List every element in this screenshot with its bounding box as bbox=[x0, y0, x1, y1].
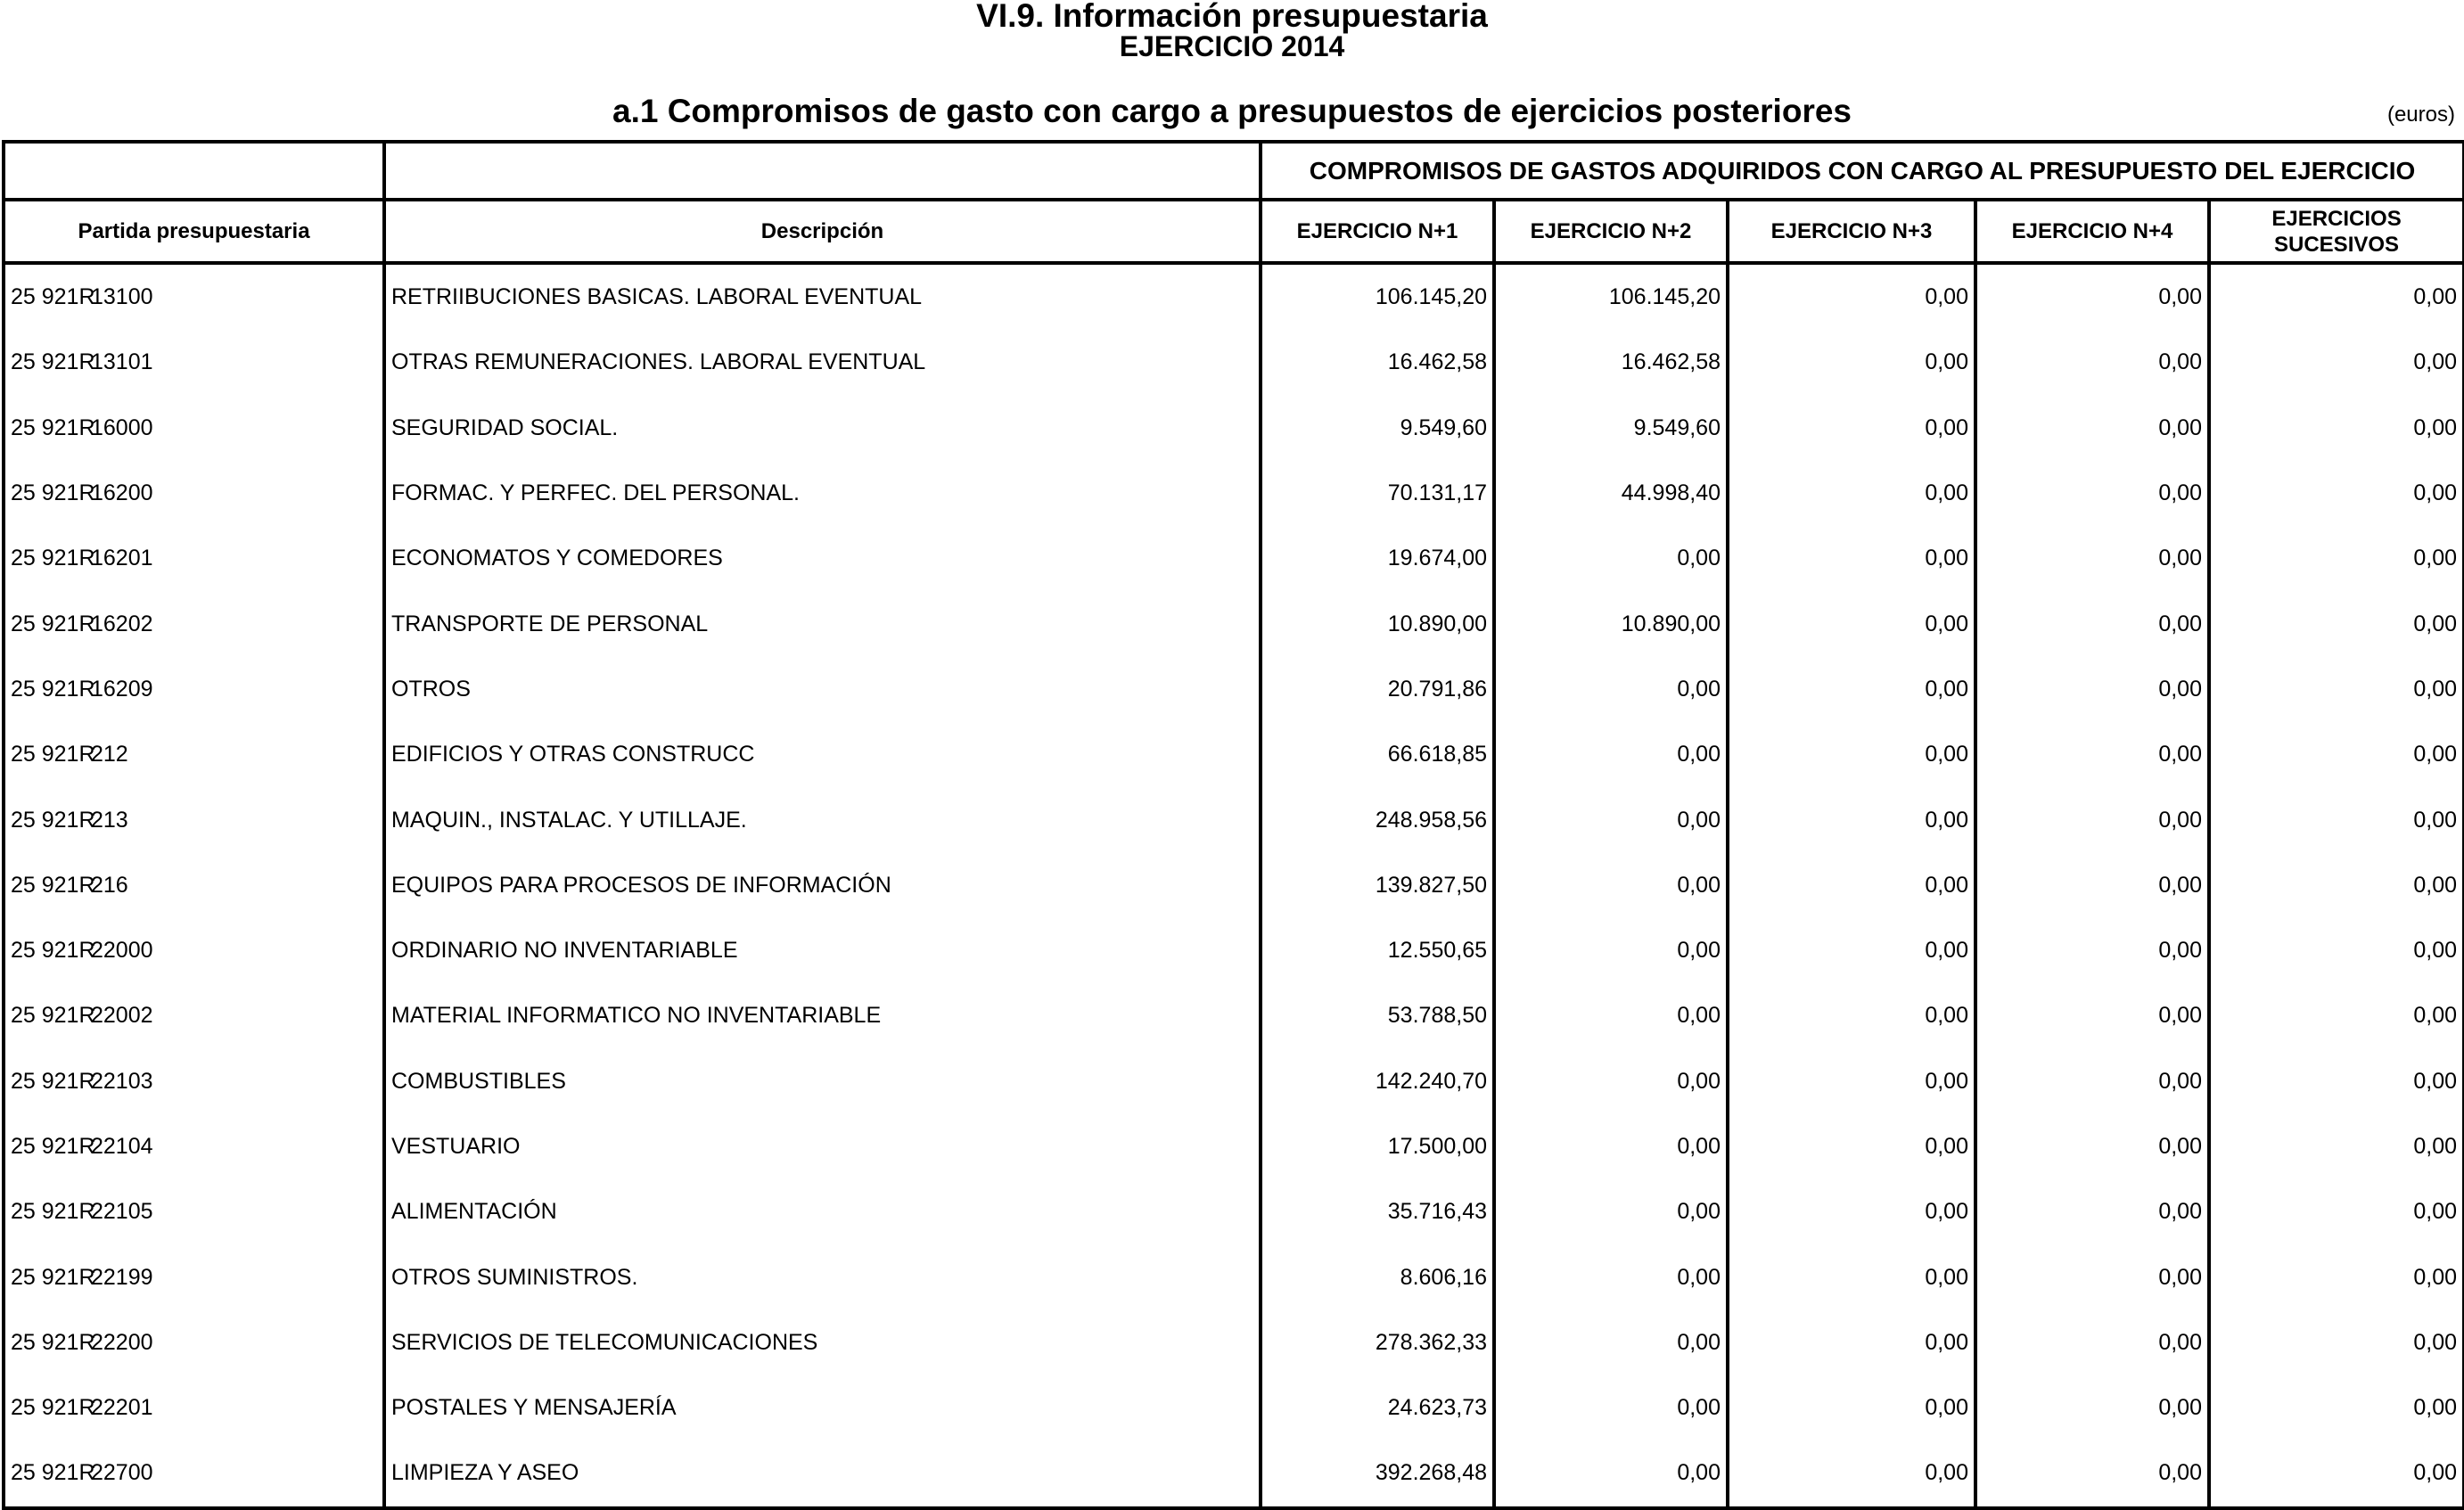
cell-n4: 0,00 bbox=[1975, 918, 2209, 983]
partida-subconcept: 22700 bbox=[91, 1460, 153, 1486]
cell-sucesivos: 0,00 bbox=[2209, 1375, 2464, 1440]
header-empty-partida bbox=[4, 142, 384, 200]
cell-descripcion: EDIFICIOS Y OTRAS CONSTRUCC bbox=[384, 722, 1261, 787]
cell-n4: 0,00 bbox=[1975, 1179, 2209, 1244]
cell-n1: 139.827,50 bbox=[1261, 853, 1494, 918]
cell-n1: 53.788,50 bbox=[1261, 983, 1494, 1048]
cell-n2: 0,00 bbox=[1494, 787, 1728, 852]
cell-descripcion: ALIMENTACIÓN bbox=[384, 1179, 1261, 1244]
cell-sucesivos: 0,00 bbox=[2209, 722, 2464, 787]
table-row bbox=[4, 1244, 2464, 1309]
cell-n2: 0,00 bbox=[1494, 1440, 1728, 1507]
column-header-partida: Partida presupuestaria bbox=[4, 200, 384, 263]
cell-n4: 0,00 bbox=[1975, 1310, 2209, 1375]
cell-descripcion: SERVICIOS DE TELECOMUNICACIONES bbox=[384, 1310, 1261, 1375]
cell-descripcion: RETRIIBUCIONES BASICAS. LABORAL EVENTUAL bbox=[384, 263, 1261, 330]
partida-subconcept: 22199 bbox=[91, 1264, 153, 1290]
cell-n2: 0,00 bbox=[1494, 1244, 1728, 1309]
cell-n2: 44.998,40 bbox=[1494, 461, 1728, 526]
table-row bbox=[4, 787, 2464, 852]
column-header-n4: EJERCICIO N+4 bbox=[1975, 200, 2209, 263]
cell-n1: 16.462,58 bbox=[1261, 330, 1494, 395]
cell-n1: 17.500,00 bbox=[1261, 1114, 1494, 1179]
table-row bbox=[4, 591, 2464, 656]
partida-program: 25 921R bbox=[11, 742, 95, 767]
partida-subconcept: 16201 bbox=[91, 546, 153, 571]
cell-descripcion: OTROS bbox=[384, 657, 1261, 722]
table-row bbox=[4, 722, 2464, 787]
cell-n1: 106.145,20 bbox=[1261, 263, 1494, 330]
table-row bbox=[4, 526, 2464, 591]
units-label: (euros) bbox=[2386, 103, 2455, 127]
cell-partida bbox=[4, 787, 384, 852]
cell-n2: 16.462,58 bbox=[1494, 330, 1728, 395]
section-subtitle: a.1 Compromisos de gasto con cargo a presupuestos de ejercicios posteriores bbox=[612, 93, 1852, 129]
cell-sucesivos: 0,00 bbox=[2209, 396, 2464, 461]
cell-partida bbox=[4, 657, 384, 722]
cell-n4: 0,00 bbox=[1975, 263, 2209, 330]
partida-subconcept: 22105 bbox=[91, 1199, 153, 1225]
cell-sucesivos: 0,00 bbox=[2209, 657, 2464, 722]
table-body bbox=[4, 263, 2464, 1508]
cell-n3: 0,00 bbox=[1728, 853, 1975, 918]
cell-n2: 0,00 bbox=[1494, 1310, 1728, 1375]
cell-partida bbox=[4, 396, 384, 461]
table-row bbox=[4, 1114, 2464, 1179]
cell-n1: 19.674,00 bbox=[1261, 526, 1494, 591]
cell-n1: 248.958,56 bbox=[1261, 787, 1494, 852]
column-header-n2: EJERCICIO N+2 bbox=[1494, 200, 1728, 263]
table-row bbox=[4, 1310, 2464, 1375]
partida-program: 25 921R bbox=[11, 676, 95, 702]
column-header-n1: EJERCICIO N+1 bbox=[1261, 200, 1494, 263]
cell-sucesivos: 0,00 bbox=[2209, 461, 2464, 526]
header-row-columns bbox=[4, 200, 2464, 263]
cell-partida bbox=[4, 526, 384, 591]
cell-n3: 0,00 bbox=[1728, 918, 1975, 983]
header-row-group bbox=[4, 142, 2464, 200]
cell-sucesivos: 0,00 bbox=[2209, 1440, 2464, 1507]
cell-sucesivos: 0,00 bbox=[2209, 591, 2464, 656]
exercise-year: EJERCICIO 2014 bbox=[1119, 30, 1345, 62]
partida-program: 25 921R bbox=[11, 1460, 95, 1486]
partida-subconcept: 216 bbox=[91, 872, 128, 898]
cell-partida bbox=[4, 263, 384, 330]
cell-sucesivos: 0,00 bbox=[2209, 853, 2464, 918]
cell-sucesivos: 0,00 bbox=[2209, 918, 2464, 983]
partida-program: 25 921R bbox=[11, 284, 95, 310]
cell-n3: 0,00 bbox=[1728, 461, 1975, 526]
cell-n3: 0,00 bbox=[1728, 1375, 1975, 1440]
cell-n1: 70.131,17 bbox=[1261, 461, 1494, 526]
cell-n4: 0,00 bbox=[1975, 853, 2209, 918]
cell-n2: 10.890,00 bbox=[1494, 591, 1728, 656]
cell-sucesivos: 0,00 bbox=[2209, 983, 2464, 1048]
cell-n4: 0,00 bbox=[1975, 1440, 2209, 1507]
cell-n2: 0,00 bbox=[1494, 1114, 1728, 1179]
cell-n1: 12.550,65 bbox=[1261, 918, 1494, 983]
cell-n3: 0,00 bbox=[1728, 396, 1975, 461]
column-header-sucesivos bbox=[2209, 200, 2464, 263]
cell-sucesivos: 0,00 bbox=[2209, 263, 2464, 330]
table-row bbox=[4, 853, 2464, 918]
group-header: COMPROMISOS DE GASTOS ADQUIRIDOS CON CARGO AL PRESUPUESTO DEL EJERCICIO bbox=[1261, 142, 2464, 200]
cell-n2: 9.549,60 bbox=[1494, 396, 1728, 461]
partida-program: 25 921R bbox=[11, 1134, 95, 1159]
column-header-sucesivos-line1: EJERCICIOS bbox=[2271, 206, 2402, 231]
table-row bbox=[4, 461, 2464, 526]
cell-n4: 0,00 bbox=[1975, 983, 2209, 1048]
cell-descripcion: POSTALES Y MENSAJERÍA bbox=[384, 1375, 1261, 1440]
cell-n4: 0,00 bbox=[1975, 1049, 2209, 1114]
cell-n4: 0,00 bbox=[1975, 461, 2209, 526]
cell-n2: 0,00 bbox=[1494, 657, 1728, 722]
partida-program: 25 921R bbox=[11, 938, 95, 964]
cell-n2: 0,00 bbox=[1494, 918, 1728, 983]
partida-subconcept: 212 bbox=[91, 742, 128, 767]
partida-subconcept: 213 bbox=[91, 807, 128, 833]
cell-partida bbox=[4, 1114, 384, 1179]
partida-program: 25 921R bbox=[11, 349, 95, 375]
cell-n3: 0,00 bbox=[1728, 526, 1975, 591]
partida-subconcept: 16202 bbox=[91, 611, 153, 636]
cell-n4: 0,00 bbox=[1975, 722, 2209, 787]
partida-program: 25 921R bbox=[11, 1068, 95, 1094]
table-row bbox=[4, 330, 2464, 395]
cell-sucesivos: 0,00 bbox=[2209, 1179, 2464, 1244]
cell-n2: 106.145,20 bbox=[1494, 263, 1728, 330]
partida-subconcept: 13100 bbox=[91, 284, 153, 310]
partida-subconcept: 22002 bbox=[91, 1003, 153, 1029]
cell-n2: 0,00 bbox=[1494, 1375, 1728, 1440]
cell-descripcion: ECONOMATOS Y COMEDORES bbox=[384, 526, 1261, 591]
partida-program: 25 921R bbox=[11, 807, 95, 833]
cell-partida bbox=[4, 722, 384, 787]
table-row bbox=[4, 1440, 2464, 1507]
cell-n3: 0,00 bbox=[1728, 722, 1975, 787]
cell-descripcion: SEGURIDAD SOCIAL. bbox=[384, 396, 1261, 461]
cell-n4: 0,00 bbox=[1975, 396, 2209, 461]
cell-sucesivos: 0,00 bbox=[2209, 1310, 2464, 1375]
cell-partida bbox=[4, 591, 384, 656]
table-row bbox=[4, 1375, 2464, 1440]
column-header-descripcion: Descripción bbox=[384, 200, 1261, 263]
cell-partida bbox=[4, 1375, 384, 1440]
table-row bbox=[4, 263, 2464, 330]
cell-sucesivos: 0,00 bbox=[2209, 526, 2464, 591]
cell-n3: 0,00 bbox=[1728, 1244, 1975, 1309]
cell-n1: 35.716,43 bbox=[1261, 1179, 1494, 1244]
cell-sucesivos: 0,00 bbox=[2209, 1114, 2464, 1179]
cell-n1: 392.268,48 bbox=[1261, 1440, 1494, 1507]
cell-descripcion: ORDINARIO NO INVENTARIABLE bbox=[384, 918, 1261, 983]
cell-descripcion: TRANSPORTE DE PERSONAL bbox=[384, 591, 1261, 656]
cell-n2: 0,00 bbox=[1494, 526, 1728, 591]
partida-subconcept: 22000 bbox=[91, 938, 153, 964]
cell-n1: 20.791,86 bbox=[1261, 657, 1494, 722]
partida-subconcept: 16200 bbox=[91, 480, 153, 506]
cell-n1: 278.362,33 bbox=[1261, 1310, 1494, 1375]
cell-partida bbox=[4, 1440, 384, 1507]
cell-n3: 0,00 bbox=[1728, 1179, 1975, 1244]
partida-program: 25 921R bbox=[11, 611, 95, 636]
table-row bbox=[4, 396, 2464, 461]
document-title: VI.9. Información presupuestaria bbox=[976, 0, 1488, 34]
cell-n4: 0,00 bbox=[1975, 591, 2209, 656]
cell-descripcion: MAQUIN., INSTALAC. Y UTILLAJE. bbox=[384, 787, 1261, 852]
cell-sucesivos: 0,00 bbox=[2209, 1244, 2464, 1309]
cell-n2: 0,00 bbox=[1494, 853, 1728, 918]
cell-n1: 8.606,16 bbox=[1261, 1244, 1494, 1309]
partida-subconcept: 22103 bbox=[91, 1068, 153, 1094]
partida-subconcept: 22200 bbox=[91, 1329, 153, 1355]
commitments-table bbox=[2, 140, 2464, 1510]
cell-descripcion: EQUIPOS PARA PROCESOS DE INFORMACIÓN bbox=[384, 853, 1261, 918]
cell-partida bbox=[4, 1179, 384, 1244]
partida-program: 25 921R bbox=[11, 1003, 95, 1029]
cell-n3: 0,00 bbox=[1728, 1049, 1975, 1114]
cell-descripcion: MATERIAL INFORMATICO NO INVENTARIABLE bbox=[384, 983, 1261, 1048]
table-row bbox=[4, 918, 2464, 983]
cell-n1: 142.240,70 bbox=[1261, 1049, 1494, 1114]
cell-n4: 0,00 bbox=[1975, 330, 2209, 395]
table-row bbox=[4, 1049, 2464, 1114]
partida-program: 25 921R bbox=[11, 480, 95, 506]
cell-partida bbox=[4, 1049, 384, 1114]
cell-n2: 0,00 bbox=[1494, 983, 1728, 1048]
column-header-sucesivos-line2: SUCESIVOS bbox=[2274, 232, 2400, 257]
table-row bbox=[4, 657, 2464, 722]
cell-n2: 0,00 bbox=[1494, 1179, 1728, 1244]
cell-n3: 0,00 bbox=[1728, 657, 1975, 722]
cell-n4: 0,00 bbox=[1975, 787, 2209, 852]
table-row bbox=[4, 1179, 2464, 1244]
cell-sucesivos: 0,00 bbox=[2209, 330, 2464, 395]
header-empty-descripcion bbox=[384, 142, 1261, 200]
cell-n4: 0,00 bbox=[1975, 1114, 2209, 1179]
cell-descripcion: OTRAS REMUNERACIONES. LABORAL EVENTUAL bbox=[384, 330, 1261, 395]
cell-descripcion: VESTUARIO bbox=[384, 1114, 1261, 1179]
cell-partida bbox=[4, 1244, 384, 1309]
cell-descripcion: COMBUSTIBLES bbox=[384, 1049, 1261, 1114]
cell-n3: 0,00 bbox=[1728, 263, 1975, 330]
cell-n3: 0,00 bbox=[1728, 330, 1975, 395]
cell-n3: 0,00 bbox=[1728, 1310, 1975, 1375]
cell-n1: 9.549,60 bbox=[1261, 396, 1494, 461]
partida-program: 25 921R bbox=[11, 1264, 95, 1290]
cell-n3: 0,00 bbox=[1728, 1440, 1975, 1507]
cell-partida bbox=[4, 853, 384, 918]
cell-n1: 10.890,00 bbox=[1261, 591, 1494, 656]
cell-n3: 0,00 bbox=[1728, 983, 1975, 1048]
partida-program: 25 921R bbox=[11, 546, 95, 571]
table-row bbox=[4, 983, 2464, 1048]
cell-partida bbox=[4, 330, 384, 395]
cell-n4: 0,00 bbox=[1975, 657, 2209, 722]
cell-partida bbox=[4, 1310, 384, 1375]
cell-descripcion: FORMAC. Y PERFEC. DEL PERSONAL. bbox=[384, 461, 1261, 526]
partida-subconcept: 22201 bbox=[91, 1395, 153, 1421]
column-header-n3: EJERCICIO N+3 bbox=[1728, 200, 1975, 263]
cell-sucesivos: 0,00 bbox=[2209, 1049, 2464, 1114]
cell-n3: 0,00 bbox=[1728, 787, 1975, 852]
cell-sucesivos: 0,00 bbox=[2209, 787, 2464, 852]
cell-n1: 66.618,85 bbox=[1261, 722, 1494, 787]
partida-subconcept: 16209 bbox=[91, 676, 153, 702]
partida-program: 25 921R bbox=[11, 414, 95, 440]
partida-program: 25 921R bbox=[11, 1199, 95, 1225]
cell-n3: 0,00 bbox=[1728, 1114, 1975, 1179]
cell-partida bbox=[4, 918, 384, 983]
cell-n1: 24.623,73 bbox=[1261, 1375, 1494, 1440]
partida-subconcept: 13101 bbox=[91, 349, 153, 375]
cell-n4: 0,00 bbox=[1975, 526, 2209, 591]
cell-n2: 0,00 bbox=[1494, 1049, 1728, 1114]
cell-partida bbox=[4, 983, 384, 1048]
partida-program: 25 921R bbox=[11, 872, 95, 898]
cell-n2: 0,00 bbox=[1494, 722, 1728, 787]
cell-n3: 0,00 bbox=[1728, 591, 1975, 656]
cell-n4: 0,00 bbox=[1975, 1244, 2209, 1309]
partida-program: 25 921R bbox=[11, 1395, 95, 1421]
cell-partida bbox=[4, 461, 384, 526]
cell-descripcion: OTROS SUMINISTROS. bbox=[384, 1244, 1261, 1309]
cell-descripcion: LIMPIEZA Y ASEO bbox=[384, 1440, 1261, 1507]
partida-subconcept: 22104 bbox=[91, 1134, 153, 1159]
partida-subconcept: 16000 bbox=[91, 414, 153, 440]
cell-n4: 0,00 bbox=[1975, 1375, 2209, 1440]
partida-program: 25 921R bbox=[11, 1329, 95, 1355]
